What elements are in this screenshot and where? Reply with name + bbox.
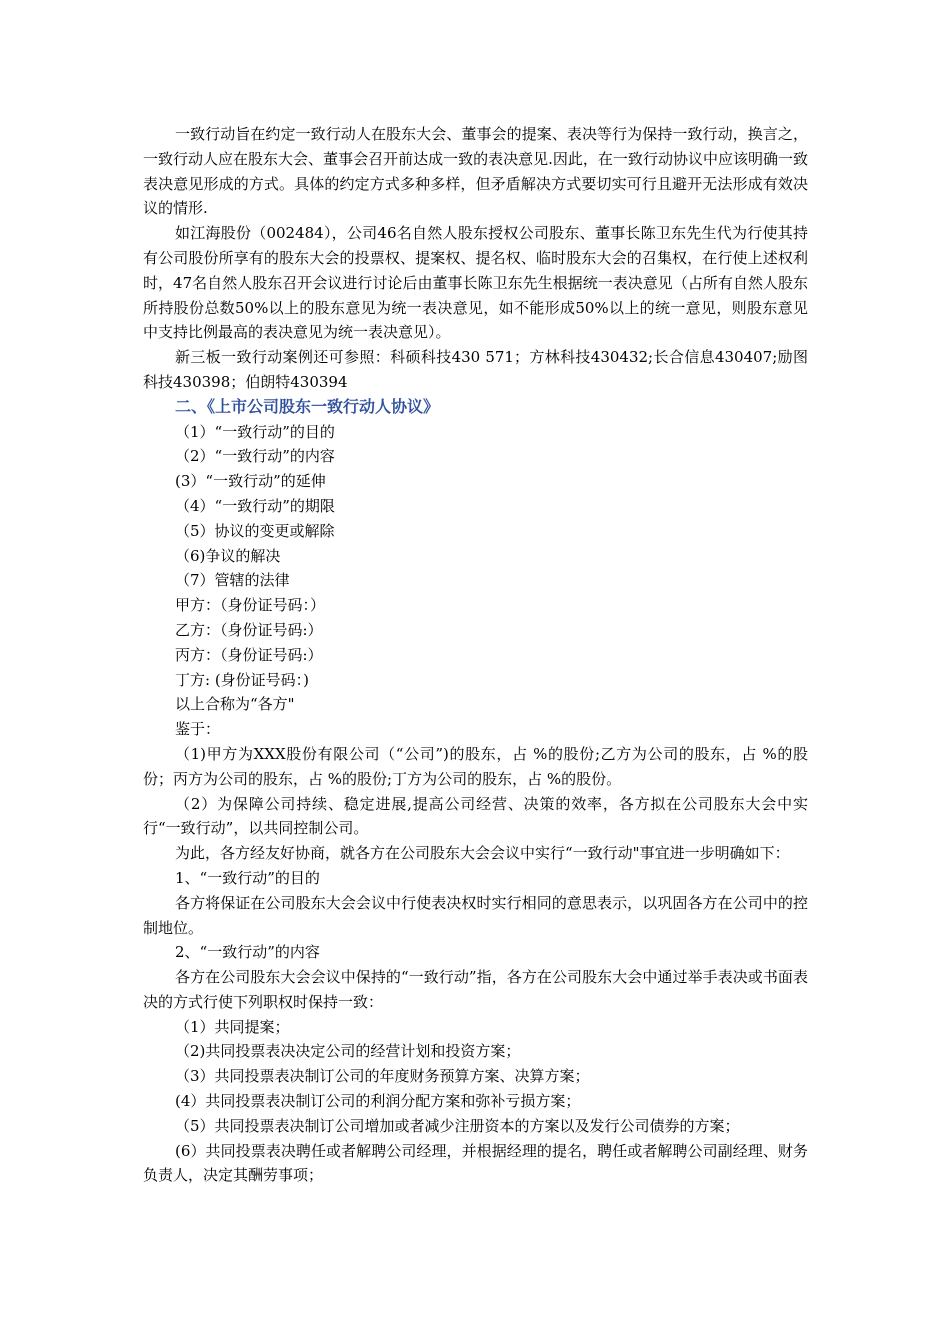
clause-2-item: （2)共同投票表决决定公司的经营计划和投资方案； bbox=[175, 1042, 521, 1061]
toc-list bbox=[143, 420, 808, 594]
party-a: 甲方：（身份证号码：） bbox=[175, 596, 326, 615]
whereas-item-1: （1)甲方为XXX股份有限公司（“公司”)的股东，占 %的股份;乙方为公司的股东，占 %的股份；丙方为公司的股东，占 %的股份;丁方为公司的股东，占 %的股份。 bbox=[143, 744, 808, 788]
clause-2-item-6: (6）共同投票表决聘任或者解聘公司经理，并根据经理的提名，聘任或者解聘公司副经理、财务负责人，决定其酬劳事项； bbox=[143, 1141, 808, 1185]
agreement-intro: 为此，各方经友好协商，就各方在公司股东大会会议中实行“一致行动"事宜进一步明确如下： bbox=[175, 844, 790, 863]
toc-item: （1）“一致行动”的目的 bbox=[175, 422, 335, 441]
clause-1-body: 各方将保证在公司股东大会会议中行使表决权时实行相同的意思表示，以巩固各方在公司中的控制地位。 bbox=[143, 893, 808, 937]
clause-2-title: 2、“一致行动”的内容 bbox=[175, 943, 320, 962]
document-page bbox=[143, 122, 808, 1188]
clause-2-body: 各方在公司股东大会会议中保持的“一致行动”指，各方在公司股东大会中通过举手表决或书面表决的方式行使下列职权时保持一致： bbox=[143, 968, 808, 1011]
clause-2-item: （1）共同提案； bbox=[175, 1017, 290, 1036]
toc-item: （6)争议的解决 bbox=[175, 546, 281, 565]
whereas-item-2: （2）为保障公司持续、稳定进展,提高公司经营、决策的效率，各方拟在公司股东大会中实行“一致行动”，以共同控制公司。 bbox=[143, 794, 808, 838]
party-c: 丙方：（身份证号码:） bbox=[175, 645, 323, 664]
parties-list bbox=[143, 593, 808, 692]
intro-paragraph-2: 如江海股份（002484），公司46名自然人股东授权公司股东、董事长陈卫东先生代为行使其持有公司股份所享有的股东大会的投票权、提案权、提名权、临时股东大会的召集权，在行使上述权利时，47名自然人股东召开会议进行讨论后由董事长陈卫东先生根据统一表决意见（占所有自然人股东所持股份总数50%以上的股东意见为统一表决意见，如不能形成50%以上的统一意见，则股东意见中支持比例最高的表决意见为统一表决意见）。 bbox=[143, 224, 808, 342]
party-b: 乙方：（身份证号码:） bbox=[175, 620, 323, 639]
toc-item: （2）“一致行动”的内容 bbox=[175, 447, 335, 466]
section-title: 二、《上市公司股东一致行动人协议》 bbox=[175, 396, 440, 416]
whereas-label: 鉴于： bbox=[175, 720, 221, 739]
collective-name: 以上合称为“各方" bbox=[175, 695, 295, 714]
clause-1-title: 1、“一致行动”的目的 bbox=[175, 868, 320, 887]
toc-item: （4）“一致行动”的期限 bbox=[175, 496, 335, 515]
intro-paragraph-1: 一致行动旨在约定一致行动人在股东大会、董事会的提案、表决等行为保持一致行动，换言之，一致行动人应在股东大会、董事会召开前达成一致的表决意见.因此，在一致行动协议中应该明确一致表决意见形成的方式。具体的约定方式多种多样，但矛盾解决方式要切实可行且避开无法形成有效决议的情形. bbox=[143, 125, 808, 218]
toc-item: （7）管辖的法律 bbox=[175, 571, 290, 590]
toc-item: （5）协议的变更或解除 bbox=[175, 521, 335, 540]
clause-2-item: （5）共同投票表决制订公司增加或者减少注册资本的方案以及发行公司债券的方案； bbox=[175, 1116, 740, 1135]
clause-2-items bbox=[143, 1015, 808, 1139]
clause-2-item: (4）共同投票表决制订公司的利润分配方案和弥补亏损方案； bbox=[175, 1092, 581, 1111]
clause-2-item: （3）共同投票表决制订公司的年度财务预算方案、决算方案； bbox=[175, 1067, 590, 1086]
toc-item: (3）“一致行动”的延伸 bbox=[175, 472, 326, 491]
intro-paragraph-3: 新三板一致行动案例还可参照：科硕科技430 571；方林科技430432;长合信息430407;励图科技430398；伯朗特430394 bbox=[143, 348, 808, 391]
party-d: 丁方: (身份证号码：) bbox=[175, 670, 310, 689]
